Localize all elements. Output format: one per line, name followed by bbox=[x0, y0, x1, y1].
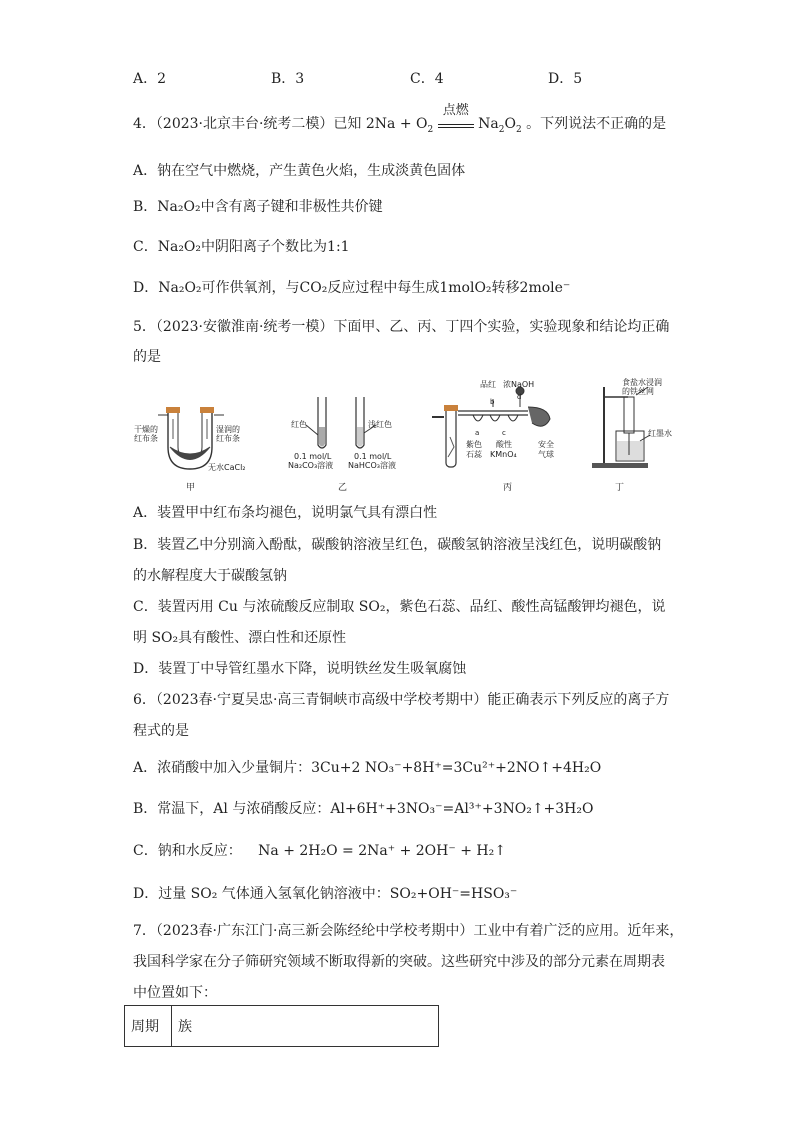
table-row bbox=[125, 1006, 439, 1047]
q4-eq-right: Na bbox=[478, 116, 499, 132]
q5-option-c-line1: C．装置丙用 Cu 与浓硫酸反应制取 SO₂，紫色石蕊、品红、酸性高锰酸钾均褪色，说 bbox=[133, 599, 666, 615]
fig-shirui: 石蕊 bbox=[466, 450, 482, 459]
fig-pinhong: 品红 bbox=[480, 380, 496, 389]
q4-option-b bbox=[133, 198, 383, 216]
fig-b: b bbox=[490, 398, 495, 406]
fig-qiqiu: 气球 bbox=[538, 450, 554, 459]
q4-option-a: A．钠在空气中燃烧，产生黄色火焰，生成淡黄色固体 bbox=[133, 163, 466, 179]
fig-shiyanshui: 食盐水浸润 bbox=[622, 378, 662, 387]
q4-eq-sub: 2 bbox=[427, 124, 434, 135]
q3-option-c: C．4 bbox=[410, 71, 444, 87]
apparatus-yi bbox=[306, 397, 376, 448]
table-header-group: 族 bbox=[172, 1006, 439, 1047]
q7-stem-line3: 中位置如下： bbox=[133, 985, 217, 1001]
q5-stem-line2: 的是 bbox=[133, 349, 161, 365]
q5-option-b-line1: B．装置乙中分别滴入酚酞，碳酸钠溶液呈红色，碳酸氢钠溶液呈浅红色，说明碳酸钠 bbox=[133, 537, 662, 553]
q5-apparatus-svg bbox=[128, 377, 688, 497]
fig-sol1: Na₂CO₃溶液 bbox=[288, 461, 334, 470]
fig-label-ding: 丁 bbox=[615, 483, 625, 493]
fig-tiesi: 的铁丝网 bbox=[622, 387, 654, 396]
q3-option-d: D．5 bbox=[548, 71, 583, 87]
q6-c-equation: Na + 2H₂O = 2Na⁺ + 2OH⁻ + H₂↑ bbox=[258, 843, 506, 859]
q6-stem-line1: 6．（2023春·宁夏吴忠·高三青铜峡市高级中学校考期中）能正确表示下列反应的离子方 bbox=[133, 692, 670, 708]
q4-c-text: 中阴阳离子个数比为1:1 bbox=[201, 239, 350, 255]
q4-equation bbox=[365, 103, 522, 139]
fig-dry-cloth2: 红布条 bbox=[134, 434, 158, 443]
q4-stem bbox=[133, 103, 667, 139]
q5-option-a: A．装置甲中红布条均褪色，说明氯气具有漂白性 bbox=[133, 505, 438, 521]
q4-c-prefix: C． bbox=[133, 239, 158, 255]
fig-label-jia: 甲 bbox=[186, 483, 196, 493]
q4-eq-left: 2Na + O bbox=[365, 116, 428, 132]
fig-kmno4: KMnO₄ bbox=[490, 450, 517, 459]
q3-option-a: A．2 bbox=[133, 71, 167, 87]
q4-eq-arrow bbox=[438, 103, 474, 128]
q5-option-b-line2: 的水解程度大于碳酸氢钠 bbox=[133, 568, 287, 584]
fig-label-bing: 丙 bbox=[503, 483, 513, 493]
q4-eq-right-sub1: 2 bbox=[498, 124, 505, 135]
q4-d-text3: 转移 bbox=[491, 280, 520, 296]
q7-stem-line1: 7．（2023春·广东江门·高三新会陈经纶中学校考期中）工业中有着广泛的应用。近年来， bbox=[133, 923, 684, 939]
q6-option-d: D．过量 SO₂ 气体通入氢氧化钠溶液中：SO₂+OH⁻=HSO₃⁻ bbox=[133, 886, 518, 902]
q4-eq-right-o: O bbox=[504, 116, 516, 132]
q5-option-c-line2: 明 SO₂具有酸性、漂白性和还原性 bbox=[133, 630, 347, 646]
fig-wet-cloth2: 红布条 bbox=[216, 434, 240, 443]
q4-d-formula4: 2mole⁻ bbox=[519, 280, 571, 296]
q4-d-prefix: D． bbox=[133, 280, 159, 296]
q4-b-text: 中含有离子键和非极性共价键 bbox=[200, 199, 383, 215]
table-header-period: 周期 bbox=[125, 1006, 172, 1047]
q3-option-b: B．3 bbox=[271, 71, 305, 87]
q4-option-d bbox=[133, 279, 570, 297]
q5-option-d: D．装置丁中导管红墨水下降，说明铁丝发生吸氧腐蚀 bbox=[133, 661, 467, 677]
q6-option-c bbox=[133, 842, 506, 860]
fig-d: d bbox=[517, 393, 522, 401]
fig-anquan: 安全 bbox=[538, 440, 554, 449]
fig-dry-cloth: 干燥的 bbox=[134, 425, 158, 434]
fig-red: 红色 bbox=[291, 420, 307, 429]
q4-option-c bbox=[133, 238, 350, 256]
q5-figure bbox=[128, 377, 688, 497]
q4-d-formula: Na₂O₂ bbox=[158, 280, 202, 296]
fig-naoh: 浓NaOH bbox=[503, 380, 535, 389]
q6-option-b: B．常温下，Al 与浓硝酸反应：Al+6H⁺+3NO₃⁻=Al³⁺+3NO₂↑+3H₂O bbox=[133, 801, 594, 817]
fig-wet-cloth: 湿润的 bbox=[216, 425, 240, 434]
q4-b-prefix: B． bbox=[133, 199, 158, 215]
fig-a: a bbox=[475, 429, 480, 437]
fig-conc2: 0.1 mol/L bbox=[354, 452, 392, 461]
fig-label-yi: 乙 bbox=[338, 483, 348, 493]
fig-sol2: NaHCO₃溶液 bbox=[348, 461, 396, 470]
q4-eq-condition: 点燃 bbox=[442, 103, 469, 118]
q5-stem-line1: 5．（2023·安徽淮南·统考一模）下面甲、乙、丙、丁四个实验，实验现象和结论均正确 bbox=[133, 319, 670, 335]
q4-c-formula: Na₂O₂ bbox=[157, 239, 202, 255]
fig-cacl2: 无水CaCl₂ bbox=[208, 463, 246, 472]
q4-b-formula: Na₂O₂ bbox=[157, 199, 201, 215]
q4-d-text2: 反应过程中每生成 bbox=[327, 280, 440, 296]
q6-c-prefix: C．钠和水反应： bbox=[133, 843, 242, 859]
q4-stem-prefix: 4．（2023·北京丰台·统考二模）已知 bbox=[133, 116, 362, 132]
q7-stem-line2: 我国科学家在分子筛研究领域不断取得新的突破。这些研究中涉及的部分元素在周期表 bbox=[133, 954, 665, 970]
q4-eq-right-sub2: 2 bbox=[515, 124, 522, 135]
q6-option-a: A．浓硝酸中加入少量铜片：3Cu+2 NO₃⁻+8H⁺=3Cu²⁺+2NO↑+4H₂O bbox=[133, 760, 602, 776]
fig-suanxing: 酸性 bbox=[496, 440, 512, 449]
fig-conc1: 0.1 mol/L bbox=[294, 452, 332, 461]
apparatus-ding bbox=[592, 387, 650, 468]
q6-stem-line2: 程式的是 bbox=[133, 723, 189, 739]
q4-d-formula3: 1molO₂ bbox=[439, 280, 492, 296]
q4-d-text1: 可作供氧剂，与 bbox=[201, 280, 300, 296]
fig-light-red: 浅红色 bbox=[368, 420, 392, 429]
q7-periodic-table bbox=[124, 1005, 439, 1047]
q4-stem-suffix: 。下列说法不正确的是 bbox=[526, 116, 667, 132]
fig-zise: 紫色 bbox=[466, 440, 482, 449]
fig-hongmoshui: 红墨水 bbox=[648, 429, 672, 438]
apparatus-jia bbox=[158, 407, 224, 469]
fig-c: c bbox=[502, 429, 506, 437]
q4-d-formula2: CO₂ bbox=[299, 280, 328, 296]
